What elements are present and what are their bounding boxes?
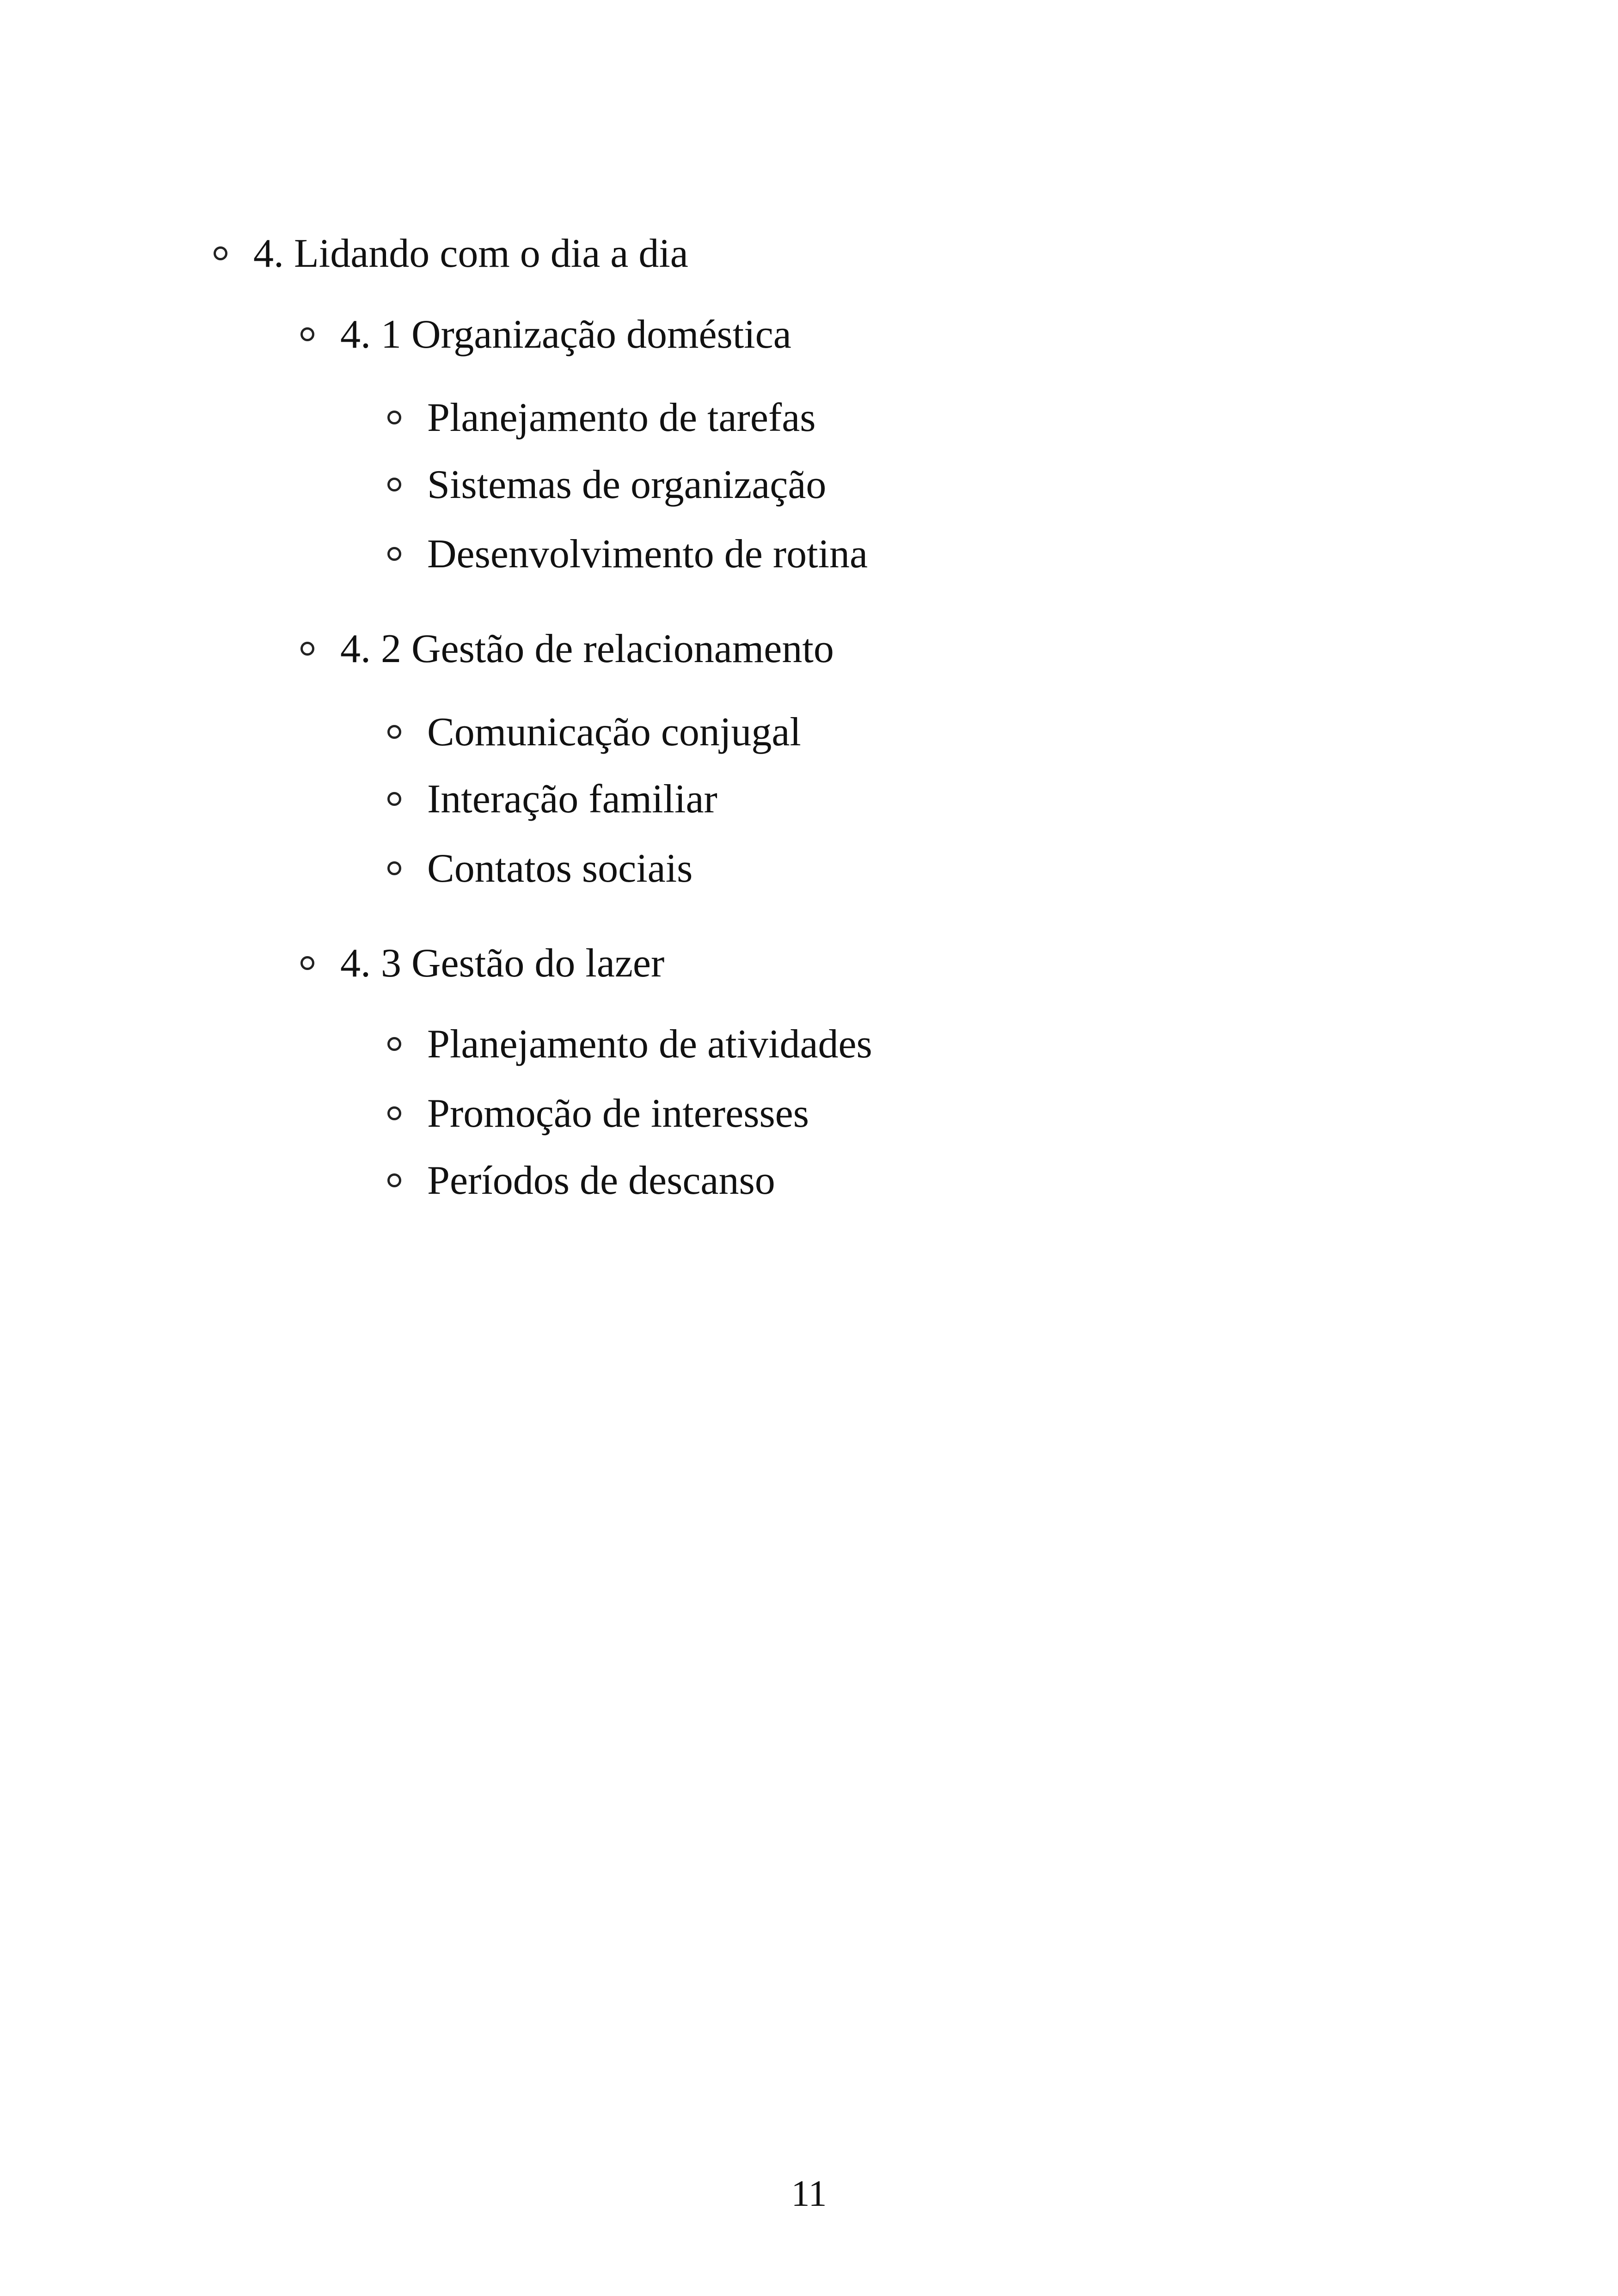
item-label: Planejamento de atividades xyxy=(427,1022,872,1067)
hollow-circle-icon xyxy=(214,246,227,260)
outline-subsection xyxy=(300,314,791,355)
outline-item xyxy=(387,712,801,753)
outline-item xyxy=(387,1093,809,1134)
subsection-title: 4. 2 Gestão de relacionamento xyxy=(340,626,834,671)
item-label: Desenvolvimento de rotina xyxy=(427,532,868,577)
outline-item xyxy=(387,534,868,575)
hollow-circle-icon xyxy=(387,792,401,806)
hollow-circle-icon xyxy=(387,1106,401,1120)
outline-item xyxy=(387,462,827,507)
hollow-circle-icon xyxy=(387,478,401,491)
item-label: Interação familiar xyxy=(427,777,717,822)
outline-item xyxy=(387,1160,775,1201)
item-label: Sistemas de organização xyxy=(427,462,827,507)
subsection-title: 4. 1 Organização doméstica xyxy=(340,312,791,357)
section-title: 4. Lidando com o dia a dia xyxy=(253,231,688,276)
item-label: Períodos de descanso xyxy=(427,1158,775,1203)
outline-item xyxy=(387,395,816,440)
hollow-circle-icon xyxy=(300,956,314,970)
item-label: Promoção de interesses xyxy=(427,1091,809,1136)
hollow-circle-icon xyxy=(387,725,401,739)
hollow-circle-icon xyxy=(387,861,401,875)
outline-subsection xyxy=(300,943,664,984)
hollow-circle-icon xyxy=(300,327,314,341)
outline-item xyxy=(387,848,693,889)
hollow-circle-icon xyxy=(387,1037,401,1051)
item-label: Contatos sociais xyxy=(427,846,693,891)
hollow-circle-icon xyxy=(300,642,314,656)
outline-item xyxy=(387,1024,872,1065)
item-label: Planejamento de tarefas xyxy=(427,395,816,440)
outline-section xyxy=(214,233,688,274)
hollow-circle-icon xyxy=(387,411,401,424)
page-number: 11 xyxy=(791,2173,827,2214)
outline-subsection xyxy=(300,626,834,671)
subsection-title: 4. 3 Gestão do lazer xyxy=(340,941,665,986)
item-label: Comunicação conjugal xyxy=(427,710,801,755)
outline-item xyxy=(387,779,717,820)
hollow-circle-icon xyxy=(387,1173,401,1187)
hollow-circle-icon xyxy=(387,547,401,561)
